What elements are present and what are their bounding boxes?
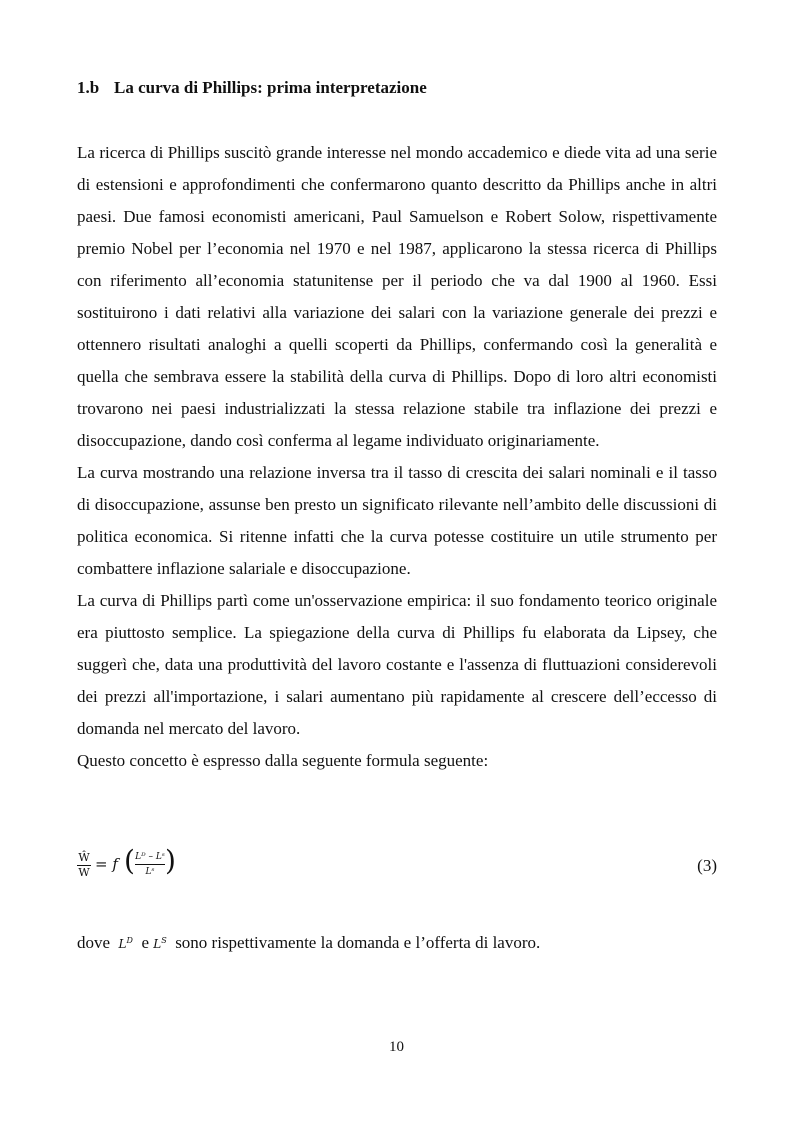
section-heading <box>77 77 427 99</box>
rhs-denominator: Lˢ <box>145 867 155 877</box>
rhs-numerator: Lᴰ – Lˢ <box>135 852 165 862</box>
lhs-numerator: Ŵ <box>78 851 90 864</box>
function-symbol: f <box>112 855 118 873</box>
definition-prefix: dove <box>77 933 111 952</box>
section-number: 1.b <box>77 78 100 97</box>
equation <box>77 844 717 884</box>
variable-definition <box>77 929 540 956</box>
close-paren: ) <box>165 844 176 877</box>
paragraph-3: La curva di Phillips partì come un'osservazione empirica: il suo fondamento teorico originale era piuttosto semplice. La spiegazione della curva di Phillips fu elaborata da Lipsey, che suggerì che, data una produttività del lavoro costante e l'assenza di fluttuazioni considerevoli dei prezzi all'importazione, i salari aumentano più rapidamente al crescere dell’eccesso di domanda nel mercato del lavoro. <box>77 591 717 738</box>
var-labour-demand: $L^D$ <box>118 936 133 951</box>
lhs-fraction <box>77 852 91 879</box>
equation-number: (3) <box>697 856 717 875</box>
paragraph-1: La ricerca di Phillips suscitò grande interesse nel mondo accademico e diede vita ad una serie di estensioni e approfondimenti che confermarono quanto descritto da Phillips anche in altri paesi. Due famosi economisti americani, Paul Samuelson e Robert Solow, rispettivamente premio Nobel per l’economia nel 1970 e nel 1987, applicarono la stessa ricerca di Phillips con riferimento all’economia statunitense per il periodo che va dal 1900 al 1960. Essi sostituirono i dati relativi alla variazione dei salari con la variazione generale dei prezzi e ottennero risultati analoghi a quelli scoperti da Phillips, confermando così la generalità e quella che sembrava essere la stabilità della curva di Phillips. Dopo di loro altri economisti trovarono nei paesi industrializzati la stessa relazione stabile tra inflazione dei prezzi e disoccupazione, dando così conferma al legame individuato originariamente. <box>77 143 717 450</box>
definition-text: sono rispettivamente la domanda e l’offerta di lavoro. <box>175 933 541 952</box>
lhs-denominator: W <box>78 866 90 879</box>
page-number: 10 <box>389 1039 404 1055</box>
body-text <box>77 137 717 777</box>
rhs-fraction <box>135 851 165 878</box>
var-labour-supply: $L^S$ <box>153 936 167 951</box>
fraction-bar <box>135 864 165 865</box>
section-title: La curva di Phillips: prima interpretazione <box>114 78 427 97</box>
paragraph-4: Questo concetto è espresso dalla seguente formula seguente: <box>77 751 489 770</box>
paragraph-2: La curva mostrando una relazione inversa tra il tasso di crescita dei salari nominali e il tasso di disoccupazione, assunse ben presto un significato rilevante nell’ambito delle discussioni di politica economica. Si ritenne infatti che la curva potesse costituire un utile strumento per combattere inflazione salariale e disoccupazione. <box>77 463 717 578</box>
open-paren: ( <box>124 844 135 877</box>
equation-operator: = f <box>95 855 118 873</box>
definition-conjunction: e <box>141 933 149 952</box>
